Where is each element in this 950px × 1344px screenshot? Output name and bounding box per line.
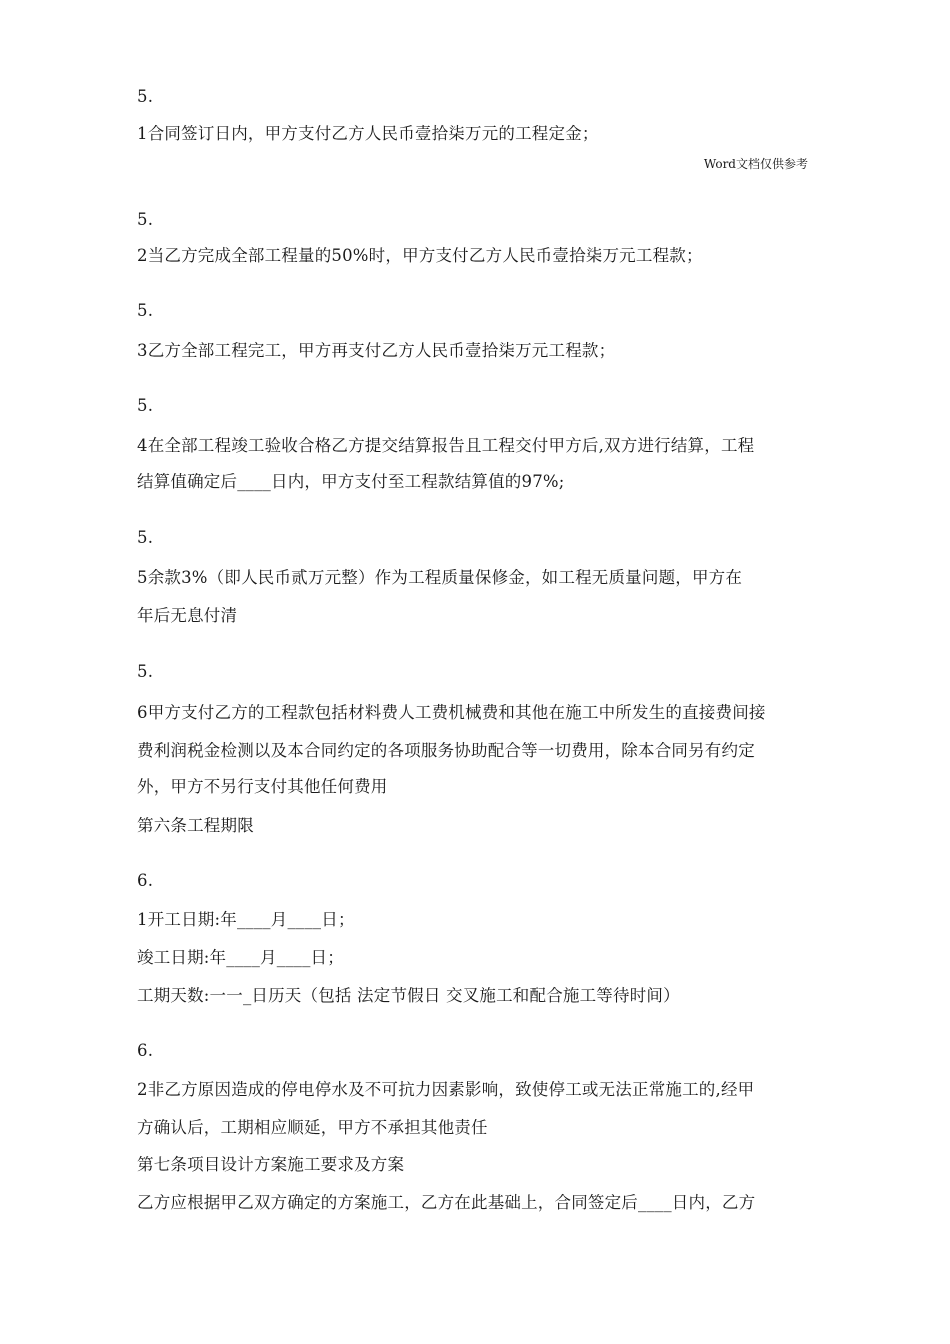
clause-number: 6.: [137, 871, 154, 890]
clause-text: 2当乙方完成全部工程量的50%时，甲方支付乙方人民币壹拾柒万元工程款；: [137, 246, 703, 265]
clause-number: 6.: [137, 1041, 154, 1060]
clause-number: 5.: [137, 528, 154, 547]
clause-text: 2非乙方原因造成的停电停水及不可抗力因素影响，致使停工或无法正常施工的,经甲: [137, 1080, 755, 1099]
clause-text: 1合同签订日内，甲方支付乙方人民币壹拾柒万元的工程定金；: [137, 124, 599, 143]
clause-text: 4在全部工程竣工验收合格乙方提交结算报告且工程交付甲方后,双方进行结算，工程: [137, 436, 755, 455]
section-heading: 第七条项目设计方案施工要求及方案: [137, 1155, 405, 1174]
clause-number: 5.: [137, 301, 154, 320]
clause-text: 费利润税金检测以及本合同约定的各项服务协助配合等一切费用，除本合同另有约定: [137, 741, 755, 760]
clause-text: 3乙方全部工程完工，甲方再支付乙方人民币壹拾柒万元工程款；: [137, 341, 616, 360]
clause-text: 方确认后，工期相应顺延，甲方不承担其他责任: [137, 1118, 488, 1137]
clause-text: 5余款3%（即人民币贰万元整）作为工程质量保修金，如工程无质量问题，甲方在: [137, 568, 743, 587]
watermark-note: Word文档仅供参考: [703, 157, 808, 171]
clause-text: 1开工日期:年____月____日；: [137, 910, 355, 929]
clause-text: 外，甲方不另行支付其他任何费用: [137, 777, 388, 796]
clause-text: 年后无息付清: [137, 606, 238, 625]
clause-number: 5.: [137, 396, 154, 415]
clause-number: 5.: [137, 210, 154, 229]
clause-text: 乙方应根据甲乙双方确定的方案施工，乙方在此基础上，合同签定后____日内，乙方: [137, 1193, 756, 1212]
clause-number: 5.: [137, 662, 154, 681]
section-heading: 第六条工程期限: [137, 816, 254, 835]
clause-text: 6甲方支付乙方的工程款包括材料费人工费机械费和其他在施工中所发生的直接费间接: [137, 703, 766, 722]
clause-text: 工期天数:一一_日历天（包括 法定节假日 交叉施工和配合施工等待时间）: [137, 986, 680, 1005]
clause-number: 5.: [137, 87, 154, 106]
clause-text: 竣工日期:年____月____日；: [137, 948, 344, 967]
clause-text: 结算值确定后____日内，甲方支付至工程款结算值的97%;: [137, 472, 565, 491]
